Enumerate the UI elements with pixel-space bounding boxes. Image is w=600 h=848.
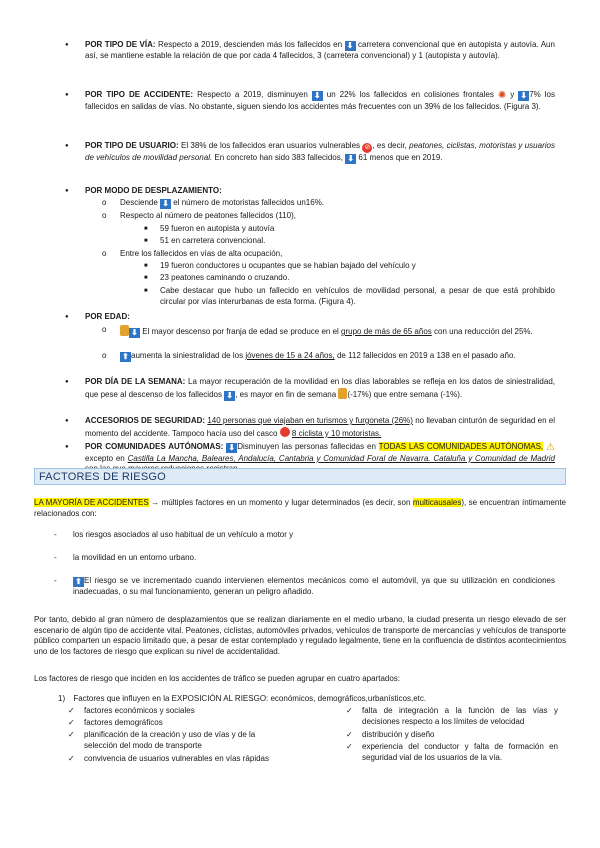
sub-item-alta-ocupacion: o Entre los fallecidos en vías de alta ocupación, xyxy=(120,249,555,260)
list-item: - ⬆ El riesgo se ve incrementado cuando intervienen elementos mecánicos como el automóvil, ya que su utilización en condiciones inadecuadas, o su mal funcionamiento, generan un peligro añadido. xyxy=(73,576,555,598)
list-item: ■ 59 fueron en autopista y autovía xyxy=(160,224,555,235)
down-arrow-icon: ⬇ xyxy=(312,91,323,101)
intro-paragraph: LA MAYORÍA DE ACCIDENTES → múltiples factores en un momento y lugar determinados (es decir, son multicausales), se encuentran íntimamente relacionados con: xyxy=(34,498,566,518)
down-arrow-icon: ⬇ xyxy=(129,328,140,338)
sub-item-peatones: o Respecto al número de peatones fallecidos (110), xyxy=(120,211,555,222)
down-arrow-icon: ⬇ xyxy=(160,199,171,209)
check-item: ✓ factores demográficos xyxy=(84,718,294,729)
bullet-accesorios-seguridad: ● ACCESORIOS DE SEGURIDAD: 140 personas que viajaban en turismos y furgoneta (26%) no llevaban cinturón de seguridad en el momento del accidente. Tampoco hacía uso del casco 8 ciclista y 10 motoristas. xyxy=(85,416,555,439)
bullet-tipo-via: ● POR TIPO DE VÍA: Respecto a 2019, descienden más los fallecidos en ⬇ carretera convencional que en autopista y autovía. Aun así, se mantiene estable la relación de que por cada 4 fallecidos, 3 (carretera convencional) y 1 (autopista y autovía). xyxy=(85,40,555,62)
highlight: TODAS LAS COMUNIDADES AUTÓNOMAS, xyxy=(378,442,544,451)
bullet-modo-desplazamiento: ● POR MODO DE DESPLAZAMIENTO: xyxy=(85,186,555,197)
warning-icon: ⚠ xyxy=(546,442,555,453)
list-item: ■ 23 peatones caminando o cruzando. xyxy=(160,273,555,284)
down-arrow-icon: ⬇ xyxy=(518,91,529,101)
check-item: ✓ planificación de la creación y uso de vías y de la selección del modo de transporte xyxy=(84,730,280,751)
list-item: ■ Cabe destacar que hubo un fallecido en vehículos de movilidad personal, a pesar de que está prohibido circular por vías interurbanas de esta forma. (Figura 4). xyxy=(160,286,555,307)
bullet-comunidades: ● POR COMUNIDADES AUTÓNOMAS: ⬇ Disminuyen las personas fallecidas en TODAS LAS COMUNIDADES AUTÓNOMAS, ⚠ excepto en Castilla La Mancha, Baleares, Andalucía, Cantabria y Comunidad Foral de Navarra. Cataluña y Comunidad de Madrid xyxy=(85,442,555,475)
numbered-item: 1) Factores que influyen en la EXPOSICIÓN AL RIESGO: económicos, demográficos,urbanísticos,etc. xyxy=(58,694,427,703)
sub-item-jovenes: o ⬆ aumenta la siniestralidad de los jóvenes de 15 a 24 años, de 112 fallecidos en 2019 a 138 en el pasado año. xyxy=(120,351,555,362)
list-item: ■ 51 en carretera convencional. xyxy=(160,236,555,247)
helmet-icon xyxy=(280,427,290,437)
body-paragraph: Por tanto, debido al gran número de desplazamientos que se realizan diariamente en el medio urbano, la ciudad presenta un riesgo elevado de ser escenario de algún tipo de accidente vital. Peatones, ciclistas, automóviles privados, vehículos de transporte de mercancías y vehículos de transporte público comparten un espacio limitado que, a pesar de estar contemplado y regulado legalmente, tiene en la confluencia de distintos acontecimientos uno de los factores de riesgo que explican su nivel de accidentalidad. xyxy=(34,615,566,656)
up-arrow-icon: ⬆ xyxy=(73,577,84,587)
body-paragraph: Los factores de riesgo que inciden en los accidentes de tráfico se pueden agrupar en cuatro apartados: xyxy=(34,674,401,683)
check-item: ✓ distribución y diseño xyxy=(362,730,558,741)
check-item: ✓ factores económicos y sociales xyxy=(84,706,294,717)
check-item: ✓ experiencia del conductor y falta de formación en seguridad vial de los usuarios de la vía. xyxy=(362,742,558,763)
list-item: - la movilidad en un entorno urbano. xyxy=(73,553,555,564)
bullet-label: POR TIPO DE VÍA: xyxy=(85,40,156,49)
medal-icon xyxy=(120,325,129,336)
down-arrow-icon: ⬇ xyxy=(226,443,237,453)
highlight: multicausales xyxy=(412,498,462,507)
section-title: FACTORES DE RIESGO xyxy=(34,468,566,485)
down-arrow-icon: ⬇ xyxy=(224,391,235,401)
up-arrow-icon: ⬆ xyxy=(120,352,131,362)
vulnerable-user-icon: ⊘ xyxy=(362,143,372,153)
down-arrow-icon: ⬇ xyxy=(345,41,356,51)
bullet-edad: ● POR EDAD: xyxy=(85,312,555,323)
bullet-tipo-usuario: ● POR TIPO DE USUARIO: El 38% de los fallecidos eran usuarios vulnerables ⊘ , es decir, peatones, ciclistas, motoristas y usuarios de vehículos de movilidad personal. En concreto han sido 383 fallecidos, ⬇ 61 menos que en 2019. xyxy=(85,141,555,164)
bullet-tipo-accidente: ● POR TIPO DE ACCIDENTE: Respecto a 2019, disminuyen ⬇ un 22% los fallecidos en colisiones frontales ✺ y ⬇ 7% los fallecidos en salidas de vías. No obstante, siguen siendo los accidentes más frecuentes con un 39% de los fallecidos. (Figura 3). xyxy=(85,90,555,112)
sub-item-motoristas: o Desciende ⬇ el número de motoristas fallecidos un16%. xyxy=(120,198,555,209)
collision-icon: ✺ xyxy=(497,90,507,101)
check-item: ✓ falta de integración a la función de las vías y decisiones respecto a los límites de velocidad xyxy=(362,706,558,727)
list-item: ■ 19 fueron conductores u ocupantes que se habían bajado del vehículo y xyxy=(160,261,555,272)
sub-item-mayores-65: o ⬇ El mayor descenso por franja de edad se produce en el grupo de más de 65 años con una reducción del 25%. xyxy=(120,325,555,338)
check-item: ✓ convivencia de usuarios vulnerables en vías rápidas xyxy=(84,754,280,765)
list-item: - los riesgos asociados al uso habitual de un vehículo a motor y xyxy=(73,530,555,541)
down-arrow-icon: ⬇ xyxy=(345,154,356,164)
bullet-dia-semana: ● POR DÍA DE LA SEMANA: La mayor recuperación de la movilidad en los días laborables se refleja en los datos de siniestralidad, que pese al descenso de los fallecidos ⬇ , es mayor en fin de semana (-17%) que entre semana (-1%). xyxy=(85,377,555,401)
highlight: LA MAYORÍA DE ACCIDENTES xyxy=(34,498,149,507)
